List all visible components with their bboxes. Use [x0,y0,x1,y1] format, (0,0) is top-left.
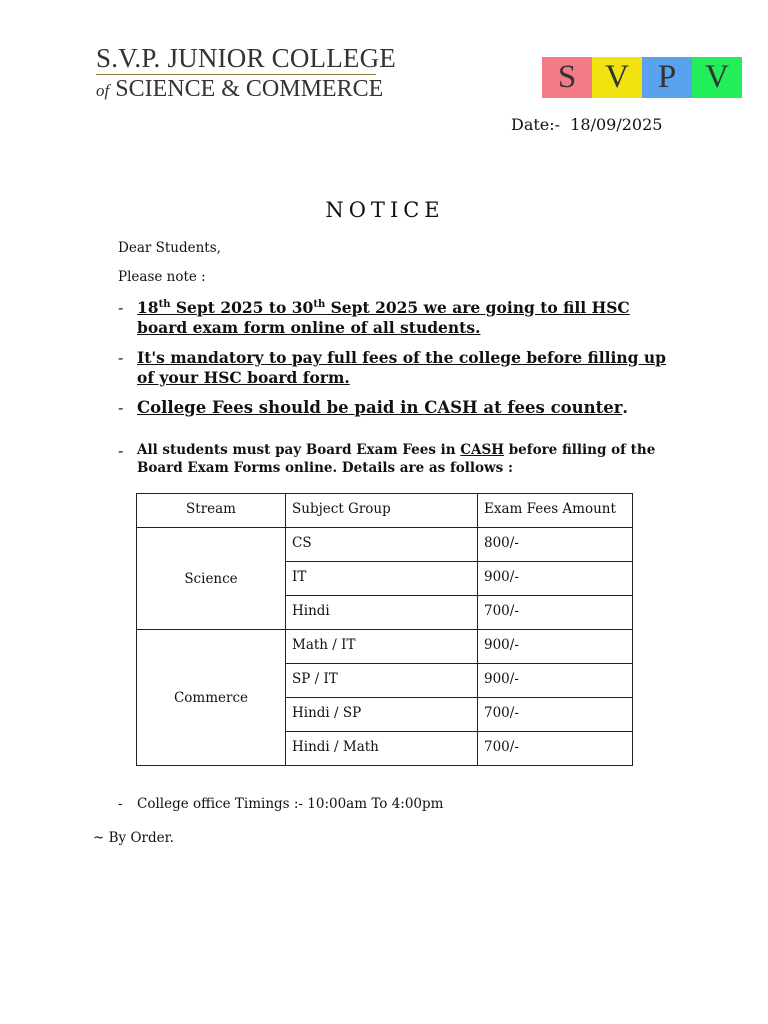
subject-group-cell: IT [286,562,478,596]
svpv-badge [542,57,742,98]
subject-group-cell: Hindi / SP [286,698,478,732]
badge-letter-v: V [592,57,642,98]
form-fill-text: Sept 2025 we are going to fill HSC board exam form online of all students. [137,298,630,337]
office-timings-text: College office Timings :- 10:00am To 4:00pm [137,796,444,812]
header-exam-fees: Exam Fees Amount [478,494,633,528]
bullet-marker: - [118,348,124,367]
date-range-text: Sept 2025 to 30 [170,298,314,317]
greeting: Dear Students, [118,240,221,256]
start-day: 18 [137,298,159,317]
logo-divider [96,74,376,75]
by-order-signoff: ~ By Order. [93,830,174,846]
subject-group-cell: Math / IT [286,630,478,664]
point-form-dates-text [137,298,678,338]
point-mandatory-fees [118,348,678,388]
point-board-fees-text [137,441,678,477]
bullet-marker: - [118,441,124,460]
board-fees-cash: CASH [460,442,505,458]
notice-title: NOTICE [325,198,445,222]
logo-college-name: S.V.P. JUNIOR COLLEGE [96,43,396,73]
point-cash-fees [118,398,678,418]
fee-amount-cell: 900/- [478,630,633,664]
badge-letter-s: S [542,57,592,98]
board-fees-before: All students must pay Board Exam Fees in [137,442,461,458]
notice-date [511,115,662,134]
point-cash-fees-text [137,398,628,418]
logo-of-text: of [96,81,110,100]
table-header-row [137,494,633,528]
subject-group-cell: SP / IT [286,664,478,698]
fee-amount-cell: 700/- [478,698,633,732]
logo-subtitle-text: SCIENCE & COMMERCE [115,76,384,102]
point-board-fees [118,441,678,477]
fee-amount-cell: 700/- [478,732,633,766]
bullet-marker: - [118,398,124,417]
subject-group-cell: CS [286,528,478,562]
subject-group-cell: Hindi / Math [286,732,478,766]
badge-letter-v2: V [692,57,742,98]
table-row [137,630,633,664]
header-subject-group: Subject Group [286,494,478,528]
college-logo [96,43,396,104]
point-mandatory-fees-text: It's mandatory to pay full fees of the college before filling up of your HSC board form. [137,348,667,387]
header-stream: Stream [137,494,286,528]
fee-amount-cell: 800/- [478,528,633,562]
fee-amount-cell: 700/- [478,596,633,630]
fee-amount-cell: 900/- [478,664,633,698]
stream-commerce: Commerce [137,630,286,766]
end-day-suffix: th [313,298,326,310]
point-form-dates [118,298,678,338]
cash-fees-text: College Fees should be paid in CASH at fees counter [137,398,623,417]
point-office-timings [118,796,443,812]
board-fees-after: before filling of the Board Exam Forms online. Details are as follows : [137,442,656,476]
date-value: 18/09/2025 [570,115,663,134]
badge-letter-p: P [642,57,692,98]
cash-fees-period: . [622,398,628,417]
bullet-marker: - [118,796,123,812]
exam-fees-table [136,493,633,766]
stream-science: Science [137,528,286,630]
please-note: Please note : [118,269,206,285]
start-day-suffix: th [158,298,171,310]
bullet-marker: - [118,298,124,317]
subject-group-cell: Hindi [286,596,478,630]
date-label: Date:- [511,115,561,134]
logo-college-subtitle [96,76,384,104]
fee-amount-cell: 900/- [478,562,633,596]
table-row [137,528,633,562]
